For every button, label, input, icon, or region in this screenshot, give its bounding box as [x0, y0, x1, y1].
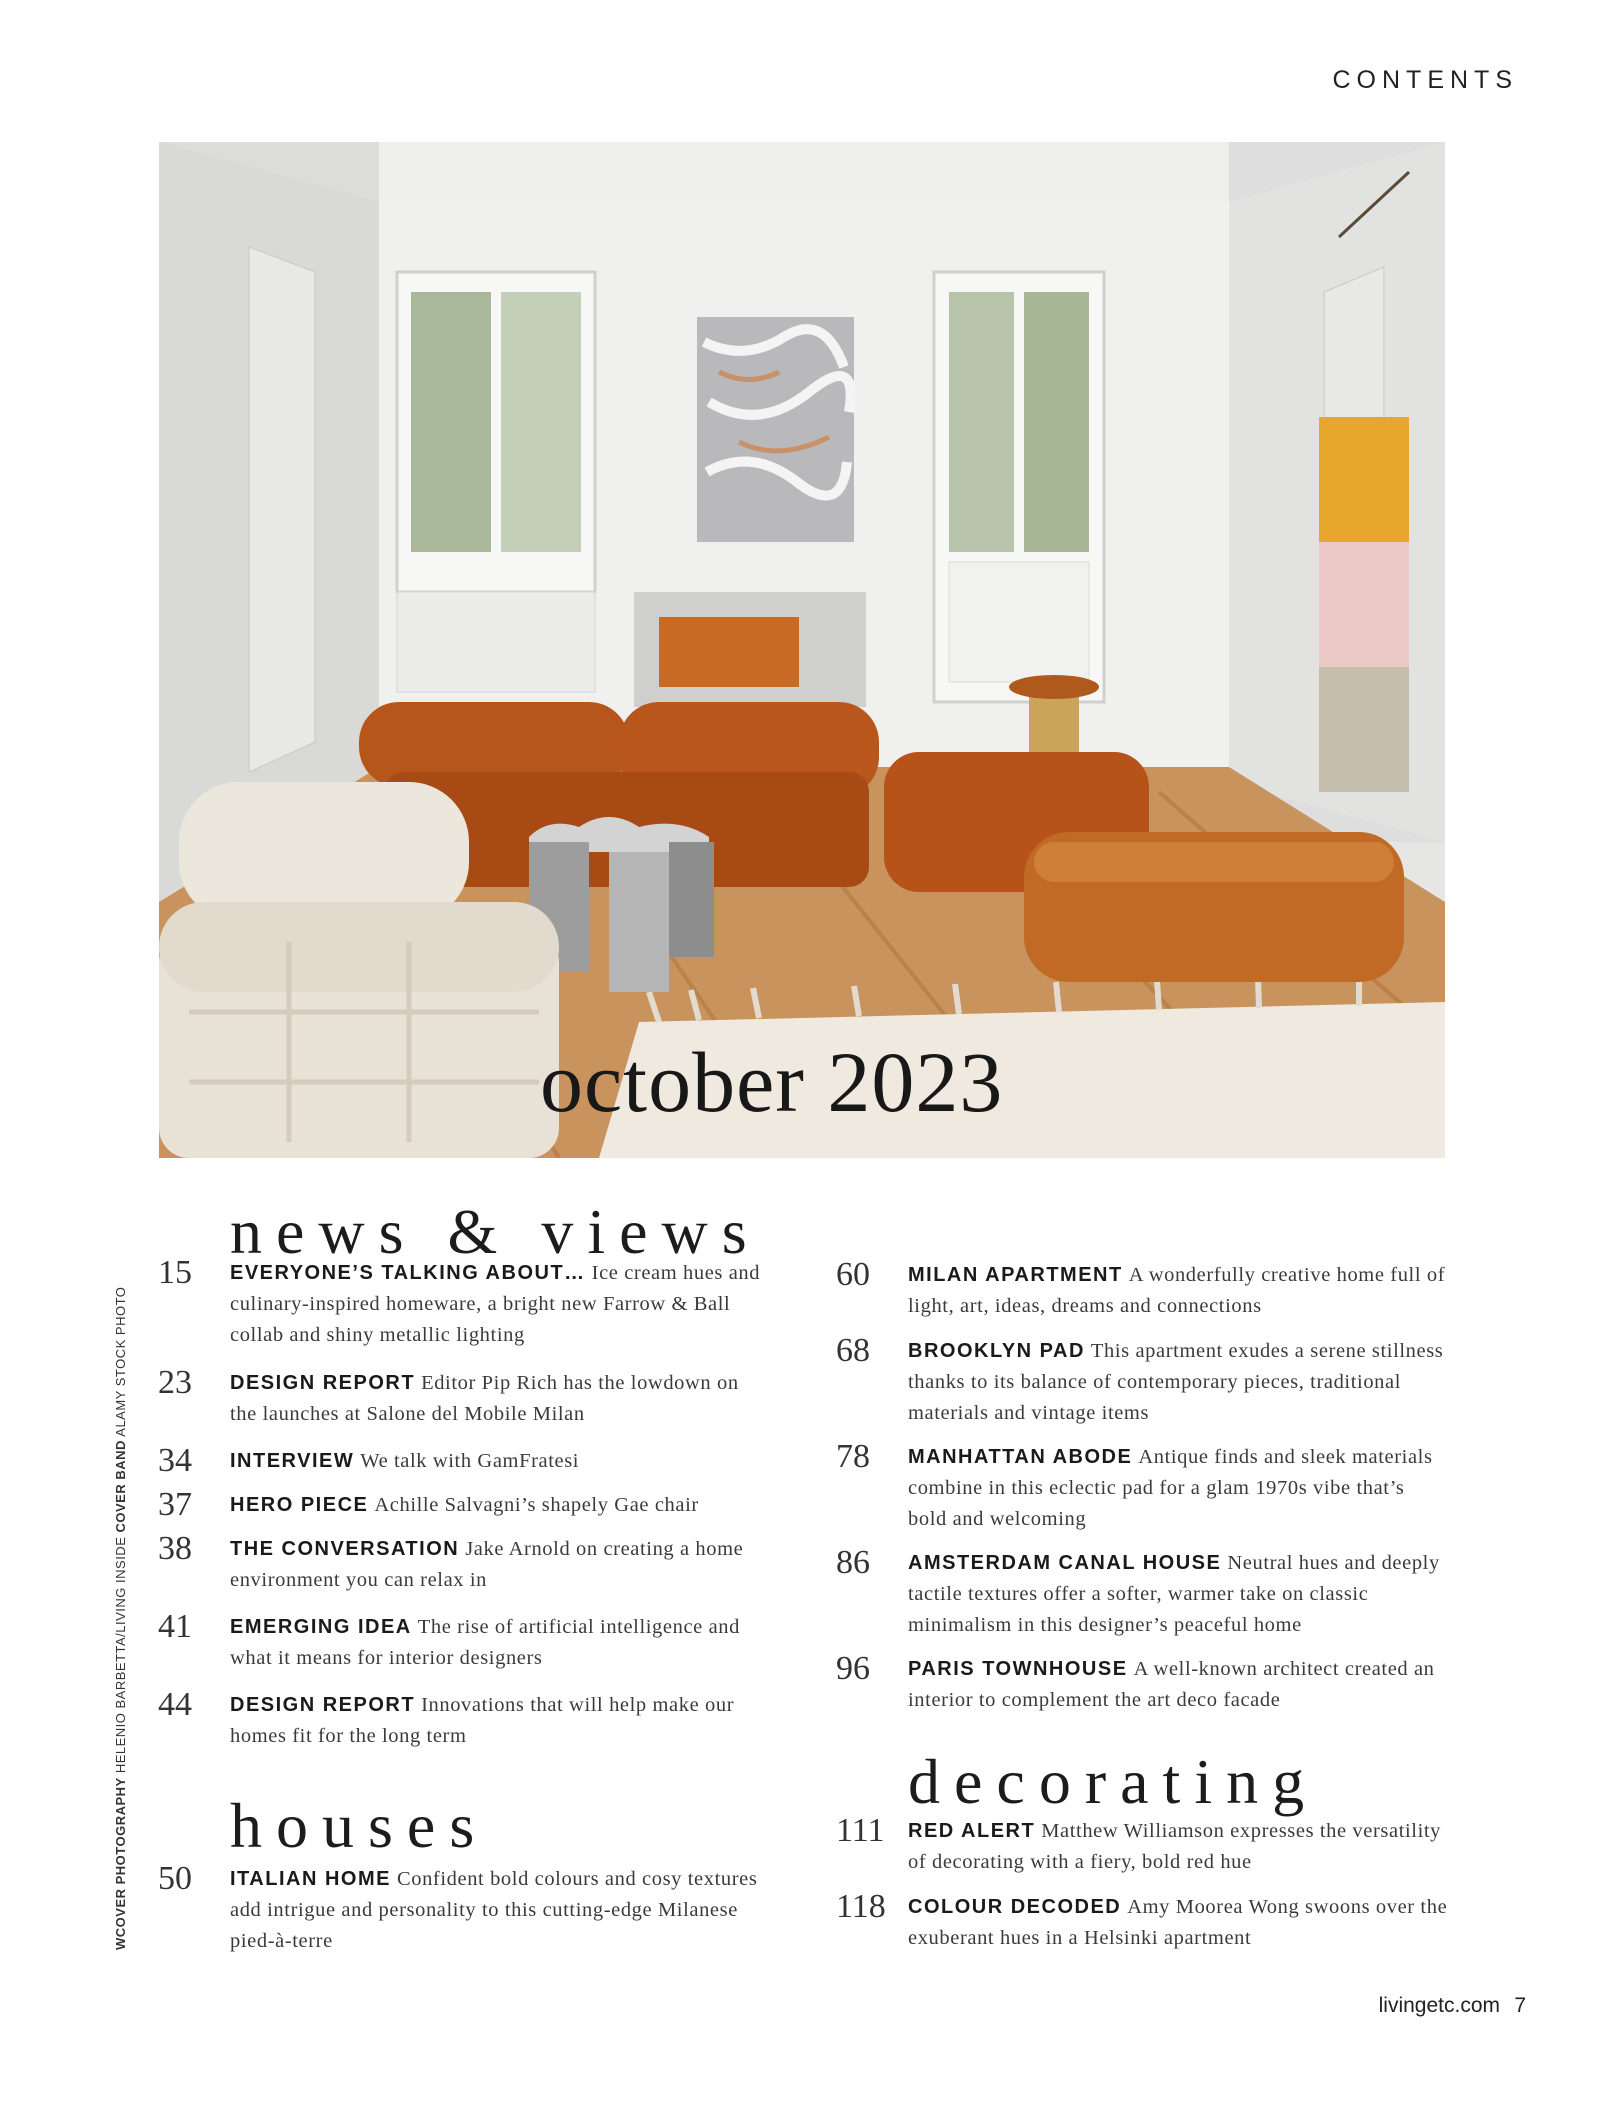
entry-keyword: COLOUR DECODED: [908, 1896, 1122, 1918]
contents-entry[interactable]: [836, 1888, 1448, 1954]
entry-keyword: EVERYONE’S TALKING ABOUT…: [230, 1262, 586, 1284]
page-number: 86: [836, 1544, 870, 1581]
footer-website[interactable]: livingetc.com: [1378, 1994, 1500, 2017]
contents-entry[interactable]: [158, 1530, 770, 1596]
entry-keyword: EMERGING IDEA: [230, 1616, 412, 1638]
entry-keyword: THE CONVERSATION: [230, 1538, 460, 1560]
contents-entry[interactable]: [836, 1544, 1448, 1641]
entry-keyword: RED ALERT: [908, 1820, 1036, 1842]
entry-description: Ice cream hues and culinary-inspired homeware, a bright new Farrow & Ball collab and shiny metallic lighting: [230, 1262, 761, 1346]
contents-entry[interactable]: [836, 1332, 1448, 1429]
entry-description: Achille Salvagni’s shapely Gae chair: [374, 1494, 699, 1516]
page-number: 78: [836, 1438, 870, 1475]
entry-description: Jake Arnold on creating a home environment you can relax in: [230, 1538, 744, 1591]
entry-description: Amy Moorea Wong swoons over the exuberant hues in a Helsinki apartment: [908, 1896, 1448, 1949]
section-heading-decorating: decorating: [908, 1746, 1319, 1817]
section-heading-news: news & views: [230, 1196, 761, 1267]
page-number: 37: [158, 1486, 192, 1523]
contents-entry[interactable]: [158, 1686, 770, 1752]
contents-entry[interactable]: [158, 1254, 770, 1351]
entry-description: This apartment exudes a serene stillness thanks to its balance of contemporary pieces, traditional materials and vintage items: [908, 1340, 1444, 1424]
page-number: 118: [836, 1888, 886, 1925]
contents-entry[interactable]: [836, 1438, 1448, 1535]
page-number: 44: [158, 1686, 192, 1723]
page-number: 50: [158, 1860, 192, 1897]
issue-title: october 2023: [540, 1034, 1004, 1130]
credit-stock: ALAMY STOCK PHOTO: [113, 1286, 128, 1441]
entry-keyword: INTERVIEW: [230, 1450, 355, 1472]
entry-description: Antique finds and sleek materials combine in this eclectic pad for a glam 1970s vibe that’s bold and welcoming: [908, 1446, 1433, 1530]
entry-description: Editor Pip Rich has the lowdown on the launches at Salone del Mobile Milan: [230, 1372, 739, 1425]
section-heading-houses: houses: [230, 1790, 489, 1861]
contents-entry[interactable]: [836, 1650, 1448, 1716]
entry-keyword: MILAN APARTMENT: [908, 1264, 1123, 1286]
page-number: 68: [836, 1332, 870, 1369]
credit-cover-band: COVER BAND: [113, 1440, 128, 1533]
footer-page-number: 7: [1514, 1994, 1526, 2017]
entry-description: Confident bold colours and cosy textures add intrigue and personality to this cutting-edge Milanese pied-à-terre: [230, 1868, 758, 1952]
entry-description: A wonderfully creative home full of light, art, ideas, dreams and connections: [908, 1264, 1446, 1317]
entry-keyword: PARIS TOWNHOUSE: [908, 1658, 1128, 1680]
credit-photographer: HELENIO BARBETTA/LIVING INSIDE: [113, 1532, 128, 1778]
entry-description: Innovations that will help make our homes fit for the long term: [230, 1694, 735, 1747]
page-number: 41: [158, 1608, 192, 1645]
photo-credit: [113, 1287, 128, 1950]
entry-description: Neutral hues and deeply tactile textures offer a softer, warmer take on classic minimalism in this designer’s peaceful home: [908, 1552, 1440, 1636]
contents-entry[interactable]: [158, 1608, 770, 1674]
entry-keyword: AMSTERDAM CANAL HOUSE: [908, 1552, 1222, 1574]
contents-entry[interactable]: [158, 1860, 770, 1957]
entry-description: We talk with GamFratesi: [360, 1450, 580, 1472]
entry-keyword: DESIGN REPORT: [230, 1372, 416, 1394]
credit-cover-photography: WCOVER PHOTOGRAPHY: [113, 1777, 128, 1950]
entry-keyword: ITALIAN HOME: [230, 1868, 391, 1890]
page-number: 111: [836, 1812, 885, 1849]
page-number: 15: [158, 1254, 192, 1291]
section-label: CONTENTS: [1332, 66, 1518, 94]
entry-keyword: MANHATTAN ABODE: [908, 1446, 1133, 1468]
page-number: 23: [158, 1364, 192, 1401]
living-room-illustration: [159, 142, 1445, 1158]
entry-description: A well-known architect created an interior to complement the art deco facade: [908, 1658, 1435, 1711]
entry-keyword: HERO PIECE: [230, 1494, 369, 1516]
contents-entry[interactable]: [836, 1256, 1448, 1322]
entry-description: The rise of artificial intelligence and what it means for interior designers: [230, 1616, 740, 1669]
contents-entry[interactable]: [836, 1812, 1448, 1878]
hero-photo: [159, 142, 1445, 1158]
contents-entry[interactable]: [158, 1442, 770, 1479]
entry-description: Matthew Williamson expresses the versatility of decorating with a fiery, bold red hue: [908, 1820, 1442, 1873]
entry-keyword: DESIGN REPORT: [230, 1694, 416, 1716]
page-number: 38: [158, 1530, 192, 1567]
contents-entry[interactable]: [158, 1364, 770, 1430]
page-number: 34: [158, 1442, 192, 1479]
page-number: 96: [836, 1650, 870, 1687]
entry-keyword: BROOKLYN PAD: [908, 1340, 1085, 1362]
page-number: 60: [836, 1256, 870, 1293]
contents-entry[interactable]: [158, 1486, 770, 1523]
